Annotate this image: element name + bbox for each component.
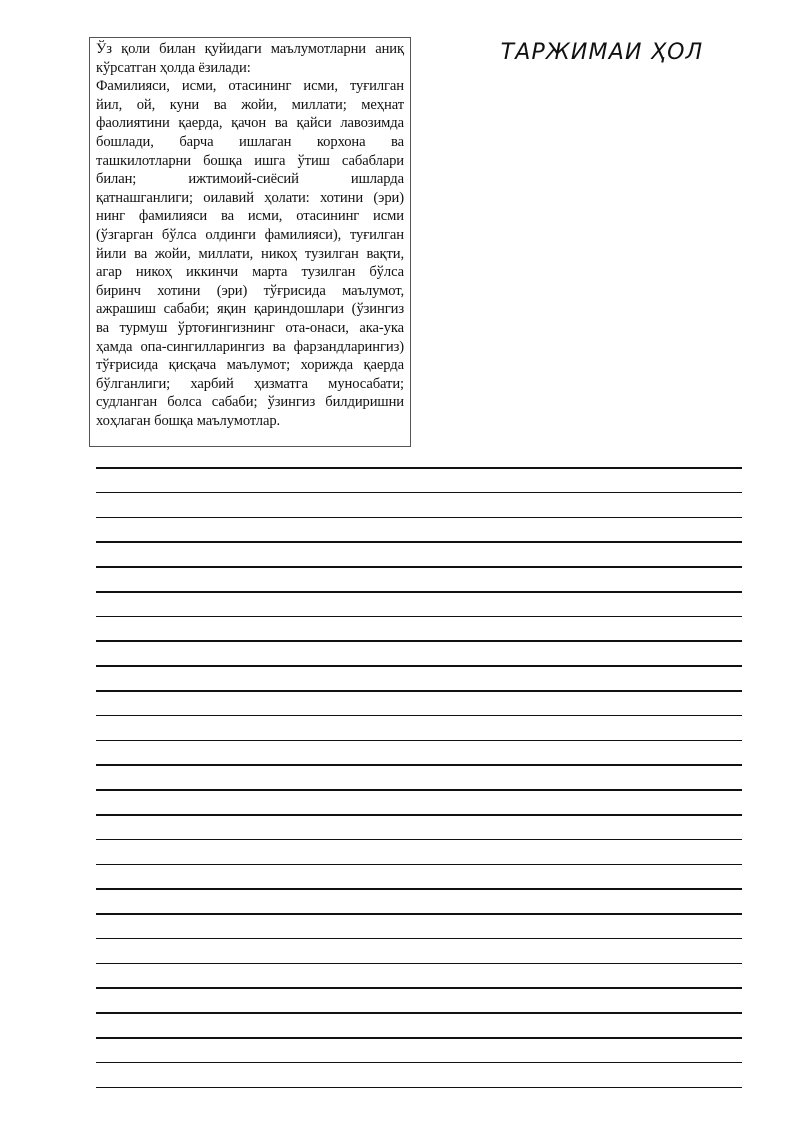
writing-line[interactable] bbox=[96, 1087, 742, 1089]
writing-line[interactable] bbox=[96, 789, 742, 791]
writing-line[interactable] bbox=[96, 665, 742, 667]
instruction-line: ва турмуш ўртоғингизнинг ота-онаси, ака-ука bbox=[96, 319, 404, 336]
writing-line[interactable] bbox=[96, 740, 742, 742]
page-title: ТАРЖИМАИ ҲОЛ bbox=[500, 40, 704, 65]
writing-line[interactable] bbox=[96, 715, 742, 717]
writing-line[interactable] bbox=[96, 566, 742, 568]
instruction-line: агар никоҳ иккинчи марта тузилган бўлса bbox=[96, 264, 404, 281]
writing-line[interactable] bbox=[96, 888, 742, 890]
instruction-line: бўлганлиги; харбий ҳизматга муносабати; bbox=[96, 375, 404, 392]
writing-line[interactable] bbox=[96, 640, 742, 642]
writing-line[interactable] bbox=[96, 591, 742, 593]
instruction-line: билан; ижтимоий-сиёсий ишларда bbox=[96, 171, 404, 188]
instruction-line: кўрсатган ҳолда ёзилади: bbox=[96, 59, 251, 76]
instruction-line: ташкилотларни бошқа ишга ўтиш сабаблари bbox=[96, 152, 404, 169]
instruction-line: Фамилияси, исми, отасининг исми, туғилган bbox=[96, 78, 404, 95]
instruction-text bbox=[96, 40, 404, 430]
writing-line[interactable] bbox=[96, 913, 742, 915]
instruction-line: фаолиятини қаерда, қачон ва қайси лавозимда bbox=[96, 115, 404, 132]
instruction-line: хоҳлаган бошқа маълумотлар. bbox=[96, 412, 281, 429]
instruction-line: бошлади, барча ишлаган корхона ва bbox=[96, 133, 404, 150]
writing-line[interactable] bbox=[96, 839, 742, 841]
instruction-line: йили ва жойи, миллати, никоҳ тузилган вақти, bbox=[96, 245, 404, 262]
writing-line[interactable] bbox=[96, 963, 742, 965]
writing-line[interactable] bbox=[96, 517, 742, 519]
writing-line[interactable] bbox=[96, 467, 742, 469]
instruction-line: ҳамда опа-сингилларингиз ва фарзандларингиз) bbox=[96, 338, 404, 355]
writing-line[interactable] bbox=[96, 938, 742, 940]
instruction-line: ажрашиш сабаби; яқин қариндошлари (ўзингиз bbox=[96, 301, 404, 318]
writing-line[interactable] bbox=[96, 1062, 742, 1064]
writing-line[interactable] bbox=[96, 987, 742, 989]
writing-line[interactable] bbox=[96, 864, 742, 866]
instruction-box bbox=[89, 37, 411, 447]
writing-line[interactable] bbox=[96, 764, 742, 766]
writing-line[interactable] bbox=[96, 541, 742, 543]
writing-line[interactable] bbox=[96, 1012, 742, 1014]
writing-line[interactable] bbox=[96, 690, 742, 692]
instruction-line: (ўзгарган бўлса олдинги фамилияси), туғилган bbox=[96, 226, 404, 243]
writing-line[interactable] bbox=[96, 492, 742, 494]
instruction-line: биринч хотини (эри) тўғрисида маълумот, bbox=[96, 282, 404, 299]
instruction-line: йил, ой, куни ва жойи, миллати; меҳнат bbox=[96, 96, 404, 113]
instruction-line: судланган болса сабаби; ўзингиз билдиришни bbox=[96, 394, 404, 411]
writing-line[interactable] bbox=[96, 814, 742, 816]
instruction-line: нинг фамилияси ва исми, отасининг исми bbox=[96, 208, 404, 225]
writing-line[interactable] bbox=[96, 1037, 742, 1039]
writing-line[interactable] bbox=[96, 616, 742, 618]
instruction-line: тўғрисида қисқача маълумот; хорижда қаерда bbox=[96, 357, 404, 374]
writing-lines-area[interactable] bbox=[96, 467, 742, 1111]
instruction-line: қатнашганлиги; оилавий ҳолати: хотини (эри) bbox=[96, 189, 404, 206]
instruction-line: Ўз қоли билан қуйидаги маълумотларни аниқ bbox=[96, 41, 404, 57]
